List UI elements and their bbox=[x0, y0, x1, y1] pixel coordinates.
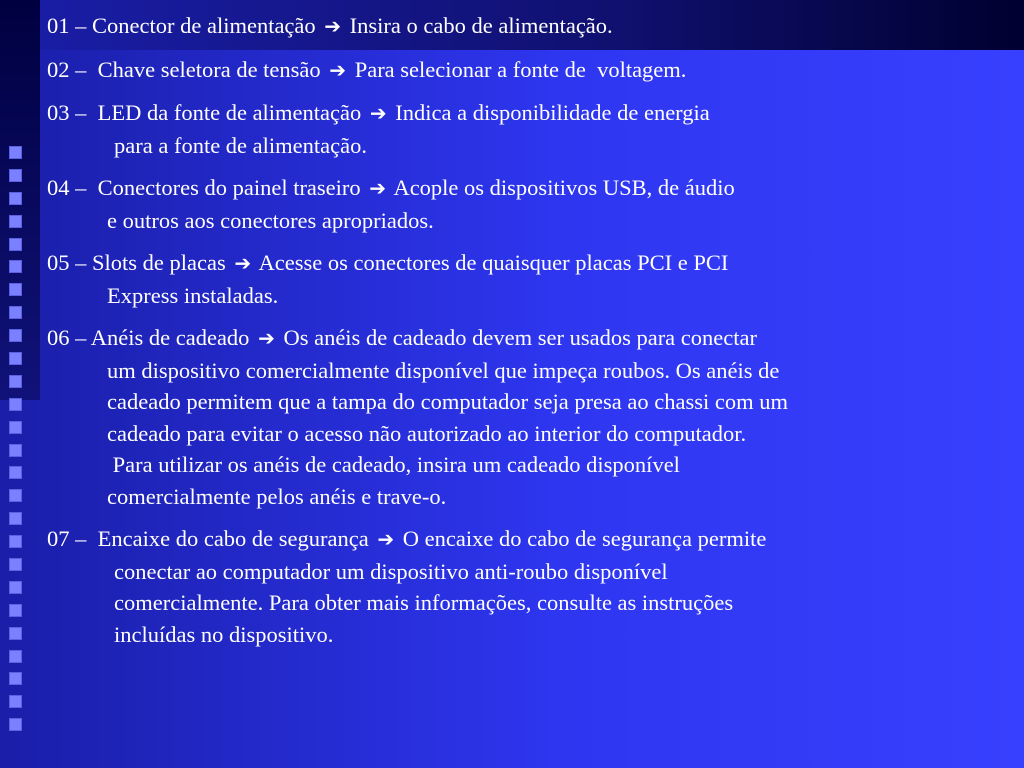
item-continuation-line: comercialmente pelos anéis e trave-o. bbox=[107, 483, 447, 509]
decorative-square bbox=[9, 489, 22, 502]
decorative-square bbox=[9, 558, 22, 571]
arrow-right-icon: ➔ bbox=[369, 101, 387, 125]
list-item-first-line bbox=[47, 10, 1019, 43]
list-item bbox=[47, 54, 1019, 87]
item-description: Acesse os conectores de quaisquer placas PCI e PCI bbox=[254, 250, 729, 275]
decorative-square bbox=[9, 581, 22, 594]
decorative-square bbox=[9, 238, 22, 251]
decorative-square bbox=[9, 398, 22, 411]
item-label: Anéis de cadeado bbox=[86, 325, 256, 350]
item-continuation-line: comercialmente. Para obter mais informações, consulte as instruções bbox=[114, 590, 734, 615]
item-continuation-line: incluídas no dispositivo. bbox=[114, 621, 334, 647]
decorative-square bbox=[9, 627, 22, 640]
item-label: Chave seletora de tensão bbox=[86, 56, 327, 82]
decorative-square bbox=[9, 192, 22, 205]
decorative-square bbox=[9, 329, 22, 342]
decorative-square bbox=[9, 306, 22, 319]
arrow-right-icon: ➔ bbox=[258, 326, 275, 350]
decorative-square bbox=[9, 421, 22, 434]
decorative-square-strip bbox=[9, 146, 23, 741]
decorative-square bbox=[9, 604, 22, 617]
item-label: Encaixe do cabo de segurança bbox=[86, 526, 375, 551]
item-number: 06 – bbox=[47, 325, 87, 350]
decorative-square bbox=[9, 650, 22, 663]
list-item bbox=[47, 97, 1019, 161]
decorative-square bbox=[9, 375, 22, 388]
decorative-square bbox=[9, 283, 22, 296]
decorative-square bbox=[9, 444, 22, 457]
item-number: 01 – bbox=[47, 13, 87, 38]
arrow-right-icon: ➔ bbox=[329, 57, 347, 82]
arrow-right-icon: ➔ bbox=[234, 251, 252, 275]
item-description: Para selecionar a fonte de voltagem. bbox=[349, 56, 687, 82]
item-number: 02 – bbox=[47, 56, 87, 82]
list-item bbox=[47, 247, 1019, 311]
item-description: Os anéis de cadeado devem ser usados para conectar bbox=[277, 325, 757, 350]
list-item-first-line bbox=[47, 54, 1019, 87]
item-description: Insira o cabo de alimentação. bbox=[344, 13, 613, 38]
item-label: LED da fonte de alimentação bbox=[86, 100, 367, 125]
list-item-first-line bbox=[47, 523, 1019, 556]
slide-body bbox=[47, 10, 1019, 661]
item-continuation-line: cadeado permitem que a tampa do computador seja presa ao chassi com um bbox=[107, 389, 788, 414]
decorative-square bbox=[9, 169, 22, 182]
item-continuation-line: cadeado para evitar o acesso não autorizado ao interior do computador. bbox=[107, 420, 747, 446]
item-number: 04 – bbox=[47, 175, 87, 200]
arrow-right-icon: ➔ bbox=[377, 527, 395, 551]
item-continuation-line: conectar ao computador um dispositivo anti-roubo disponível bbox=[114, 558, 668, 584]
list-item bbox=[47, 523, 1019, 650]
item-continuation-line: Express instaladas. bbox=[107, 282, 279, 308]
item-label: Conectores do painel traseiro bbox=[86, 175, 367, 200]
item-continuation-line: para a fonte de alimentação. bbox=[114, 132, 367, 158]
item-description: O encaixe do cabo de segurança permite bbox=[397, 526, 767, 551]
decorative-square bbox=[9, 466, 22, 479]
item-description: Indica a disponibilidade de energia bbox=[389, 100, 710, 125]
item-label: Slots de placas bbox=[86, 250, 232, 275]
arrow-right-icon: ➔ bbox=[369, 176, 387, 200]
list-item-first-line bbox=[47, 97, 1019, 130]
list-item bbox=[47, 10, 1019, 43]
decorative-square bbox=[9, 535, 22, 548]
arrow-right-icon: ➔ bbox=[324, 14, 342, 38]
item-number: 07 – bbox=[47, 526, 87, 551]
decorative-square bbox=[9, 695, 22, 708]
list-item-first-line bbox=[47, 247, 1019, 280]
item-continuation-line: Para utilizar os anéis de cadeado, insira um cadeado disponível bbox=[107, 452, 680, 477]
item-number: 03 – bbox=[47, 100, 87, 125]
decorative-square bbox=[9, 512, 22, 525]
list-item bbox=[47, 172, 1019, 236]
list-item bbox=[47, 322, 1019, 512]
item-continuation-line: um dispositivo comercialmente disponível que impeça roubos. Os anéis de bbox=[107, 357, 780, 383]
decorative-square bbox=[9, 260, 22, 273]
decorative-square bbox=[9, 146, 22, 159]
item-continuation-line: e outros aos conectores apropriados. bbox=[107, 207, 434, 233]
decorative-square bbox=[9, 718, 22, 731]
decorative-square bbox=[9, 672, 22, 685]
decorative-square bbox=[9, 215, 22, 228]
decorative-square bbox=[9, 352, 22, 365]
list-item-first-line bbox=[47, 172, 1019, 205]
list-item-first-line bbox=[47, 322, 1019, 355]
item-description: Acople os dispositivos USB, de áudio bbox=[389, 175, 735, 200]
item-number: 05 – bbox=[47, 250, 87, 275]
item-label: Conector de alimentação bbox=[86, 13, 322, 38]
